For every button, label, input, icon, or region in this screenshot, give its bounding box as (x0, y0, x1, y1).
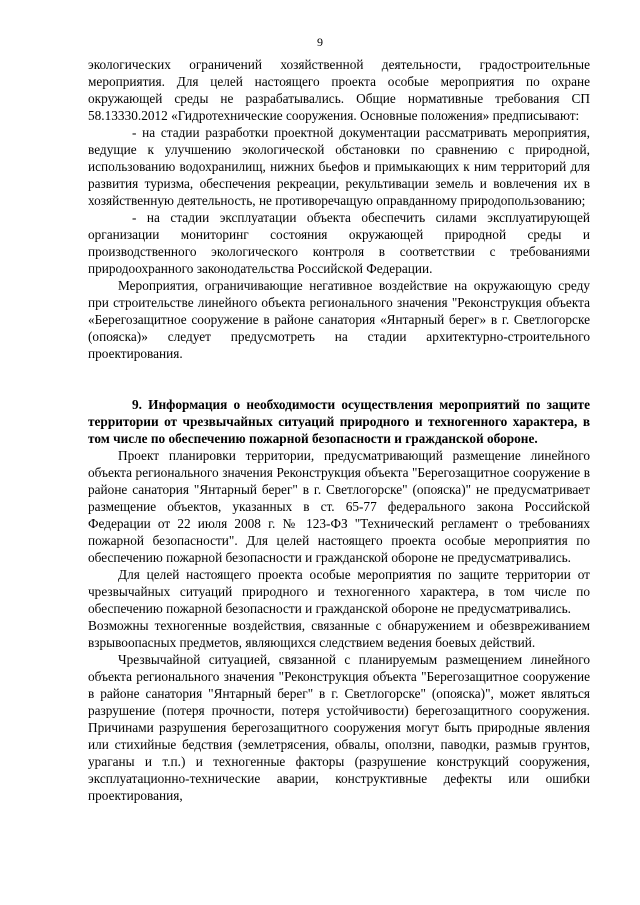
paragraph-continuation: экологических ограничений хозяйственной деятельности, градостроительные мероприятия. Для целей настоящего проекта особые мероприятия по охране окружающей среды не разрабатывались. Общие нормативные требования СП 58.13330.2012 «Гидротехнические сооружения. Основные положения» предписывают: (88, 57, 590, 123)
page-body (88, 56, 590, 804)
section-spacer (88, 362, 590, 396)
page-number: 9 (317, 35, 323, 49)
paragraph-special-measures: Для целей настоящего проекта особые мероприятия по защите территории от чрезвычайных ситуаций природного и техногенного характера, в том числе по обеспечению пожарной безопасности и гражданской обороне не предусматривались. (88, 567, 590, 616)
bullet-design-stage: - на стадии разработки проектной документации рассматривать мероприятия, ведущие к улучшению экологической обстановки по сравнению с природной, использованию водохранилищ, нижних бьефов и примыкающих к ним территорий для развития туризма, обеспечения рекреации, рекультивации земель и вовлечения их в хозяйственную деятельность, не противоречащую оправданному природопользованию; (88, 125, 590, 208)
paragraph-technogenic-impacts: Возможны техногенные воздействия, связанные с обнаружением и обезвреживанием взрывоопасных предметов, являющихся следствием ведения боевых действий. (88, 618, 590, 650)
paragraph-mitigation-measures: Мероприятия, ограничивающие негативное воздействие на окружающую среду при строительстве линейного объекта регионального значения "Реконструкция объекта «Берегозащитное сооружение в районе санатория «Янтарный берег» в г. Светлогорске (опояска)» следует предусмотреть на стадии архитектурно-строительного проектирования. (88, 278, 590, 361)
bullet-operation-stage: - на стадии эксплуатации объекта обеспечить силами эксплуатирующей организации мониторинг состояния окружающей природной среды и производственного экологического контроля в соответствии с требованиями природоохранного законодательства Российской Федерации. (88, 210, 590, 276)
section-heading: 9. Информация о необходимости осуществления мероприятий по защите территории от чрезвычайных ситуаций природного и техногенного характера, в том числе по обеспечению пожарной безопасности и гражданской обороне. (88, 397, 590, 446)
paragraph-planning-project: Проект планировки территории, предусматривающий размещение линейного объекта регионального значения Реконструкция объекта "Берегозащитное сооружение в районе санатория "Янтарный берег" в г. Светлогорске" (опояска)" не предусматривает размещение объектов, указанных в ст. 65-77 федерального закона Российской Федерации от 22 июля 2008 г. № 123-ФЗ "Технический регламент о требованиях пожарной безопасности". Для целей настоящего проекта особые мероприятия по обеспечению пожарной безопасности и гражданской обороне не предусматривались. (88, 448, 590, 565)
paragraph-emergency-situation: Чрезвычайной ситуацией, связанной с планируемым размещением линейного объекта регионального значения "Реконструкция объекта "Берегозащитное сооружение в районе санатория "Янтарный берег" в г. Светлогорске" (опояска)", может являться разрушение (потеря прочности, потеря устойчивости) берегозащитного сооружения. Причинами разрушения берегозащитного сооружения могут быть природные явления или стихийные бедствия (землетрясения, обвалы, оползни, паводки, размыв грунтов, ураганы и т.п.) и техногенные факторы (разрушение конструкций сооружения, эксплуатационно-технические аварии, конструктивные дефекты или ошибки проектирования, (88, 652, 590, 803)
